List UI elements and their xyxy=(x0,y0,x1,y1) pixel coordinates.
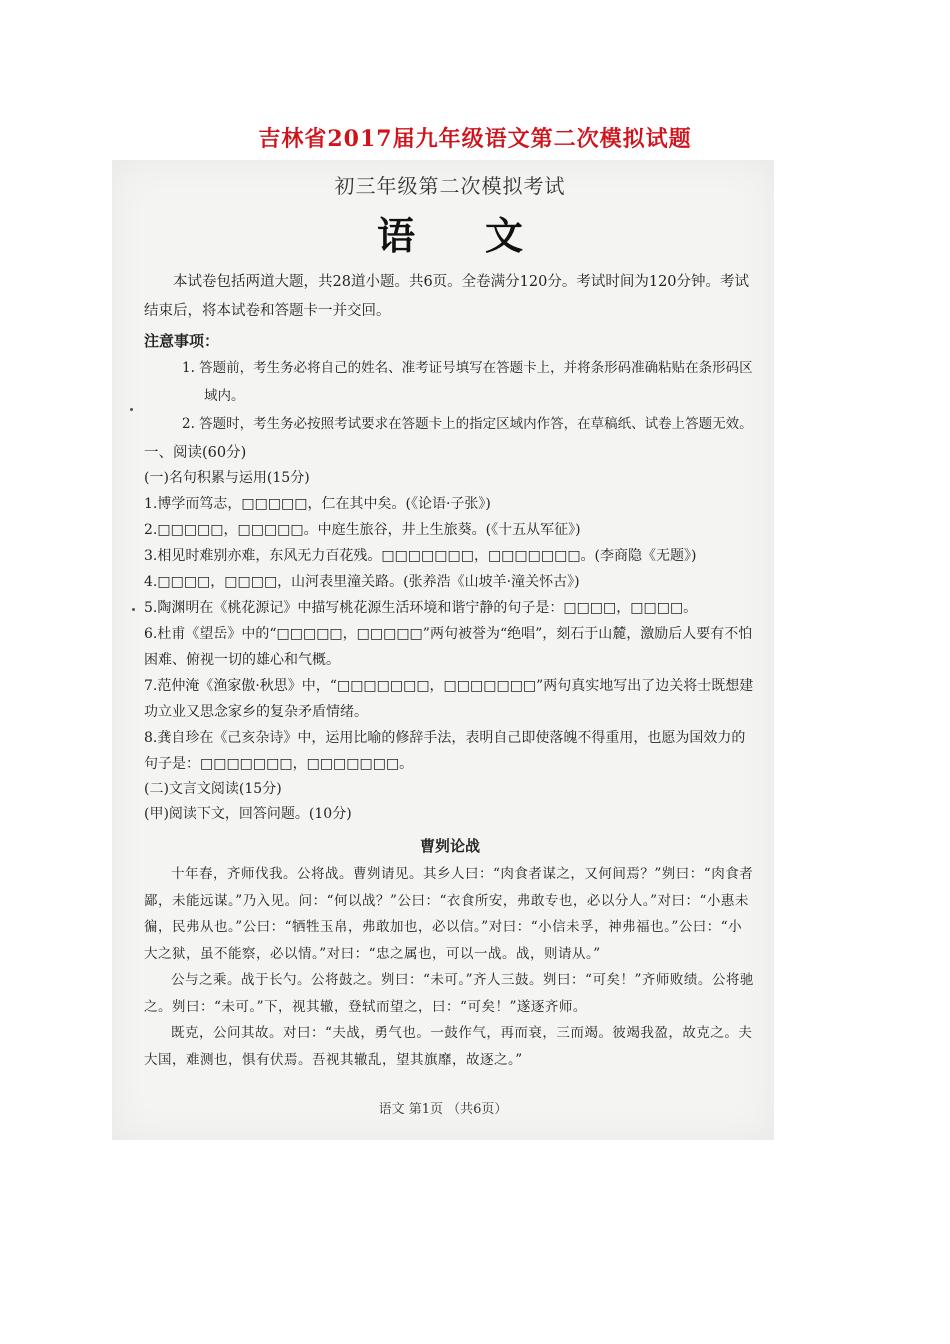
question-item: 1.博学而笃志，□□□□□，仁在其中矣。(《论语·子张》) xyxy=(144,496,491,512)
part-heading: (二)文言文阅读(15分) xyxy=(144,781,282,797)
question-item: 5.陶渊明在《桃花源记》中描写桃花源生活环境和谐宁静的句子是：□□□□，□□□□。 xyxy=(144,600,698,616)
passage-paragraph: 十年春，齐师伐我。公将战。曹刿请见。其乡人曰：“肉食者谋之，又何间焉？”刿曰：“肉食者鄙，未能远谋。”乃入见。问：“何以战？”公曰：“衣食所安，弗敢专也，必以分人。”对曰：“小惠未徧，民弗从也。”公曰：“牺牲玉帛，弗敢加也，必以信。”对曰：“小信未孚，神弗福也。”公曰：“小大之狱，虽不能察，必以情。”对曰：“忠之属也，可以一战。战，则请从。” xyxy=(144,866,754,962)
question-item: 8.龚自珍在《己亥杂诗》中，运用比喻的修辞手法，表明自己即使落魄不得重用，也愿为国效力的句子是：□□□□□□□，□□□□□□□。 xyxy=(144,730,746,772)
exam-heading: 初三年级第二次模拟考试 xyxy=(334,174,566,198)
notice-item: 2. 答题时，考生务必按照考试要求在答题卡上的指定区域内作答，在草稿纸、试卷上答题无效。 xyxy=(182,416,753,432)
passage-paragraph: 公与之乘。战于长勺。公将鼓之。刿曰：“未可。”齐人三鼓。刿曰：“可矣！”齐师败绩。公将驰之。刿曰：“未可。”下，视其辙，登轼而望之，曰：“可矣！”遂逐齐师。 xyxy=(144,972,754,1015)
exam-intro: 本试卷包括两道大题，共28道小题。共6页。全卷满分120分。考试时间为120分钟。考试结束后，将本试卷和答题卡一并交回。 xyxy=(144,274,750,319)
passage-paragraph: 既克，公问其故。对曰：“夫战，勇气也。一鼓作气，再而衰，三而竭。彼竭我盈，故克之。夫大国，难测也，惧有伏焉。吾视其辙乱，望其旗靡，故逐之。” xyxy=(144,1025,753,1068)
passage-title: 曹刿论战 xyxy=(419,837,480,855)
scanned-exam-page xyxy=(112,160,774,1140)
document-title: 吉林省2017届九年级语文第二次模拟试题 xyxy=(258,126,692,152)
notice-title: 注意事项： xyxy=(144,332,220,350)
question-item: 3.相见时难别亦难，东风无力百花残。□□□□□□□，□□□□□□□。(李商隐《无题》) xyxy=(144,548,697,564)
subpart-heading: (甲)阅读下文，回答问题。(10分) xyxy=(144,806,352,822)
page-footer: 语文 第1页 （共6页） xyxy=(378,1102,508,1117)
subject-title: 语文 xyxy=(376,213,593,258)
question-item: 7.范仲淹《渔家傲·秋思》中，“□□□□□□□，□□□□□□□”两句真实地写出了边关将士既想建功立业又思念家乡的复杂矛盾情绪。 xyxy=(144,678,754,720)
section-heading: 一、阅读(60分) xyxy=(144,445,247,461)
scan-speck xyxy=(132,608,135,611)
part-heading: (一)名句积累与运用(15分) xyxy=(144,470,310,486)
notice-item: 1. 答题前，考生务必将自己的姓名、准考证号填写在答题卡上，并将条形码准确粘贴在条形码区域内。 xyxy=(182,360,753,404)
question-item: 2.□□□□□，□□□□□。中庭生旅谷，井上生旅葵。(《十五从军征》) xyxy=(144,522,581,538)
question-item: 6.杜甫《望岳》中的“□□□□□，□□□□□”两句被誉为“绝唱”，刻石于山麓，激励后人要有不怕困难、俯视一切的雄心和气概。 xyxy=(144,626,753,668)
question-item: 4.□□□□，□□□□，山河表里潼关路。(张养浩《山坡羊·潼关怀古》) xyxy=(144,574,580,590)
scan-speck xyxy=(130,408,133,411)
